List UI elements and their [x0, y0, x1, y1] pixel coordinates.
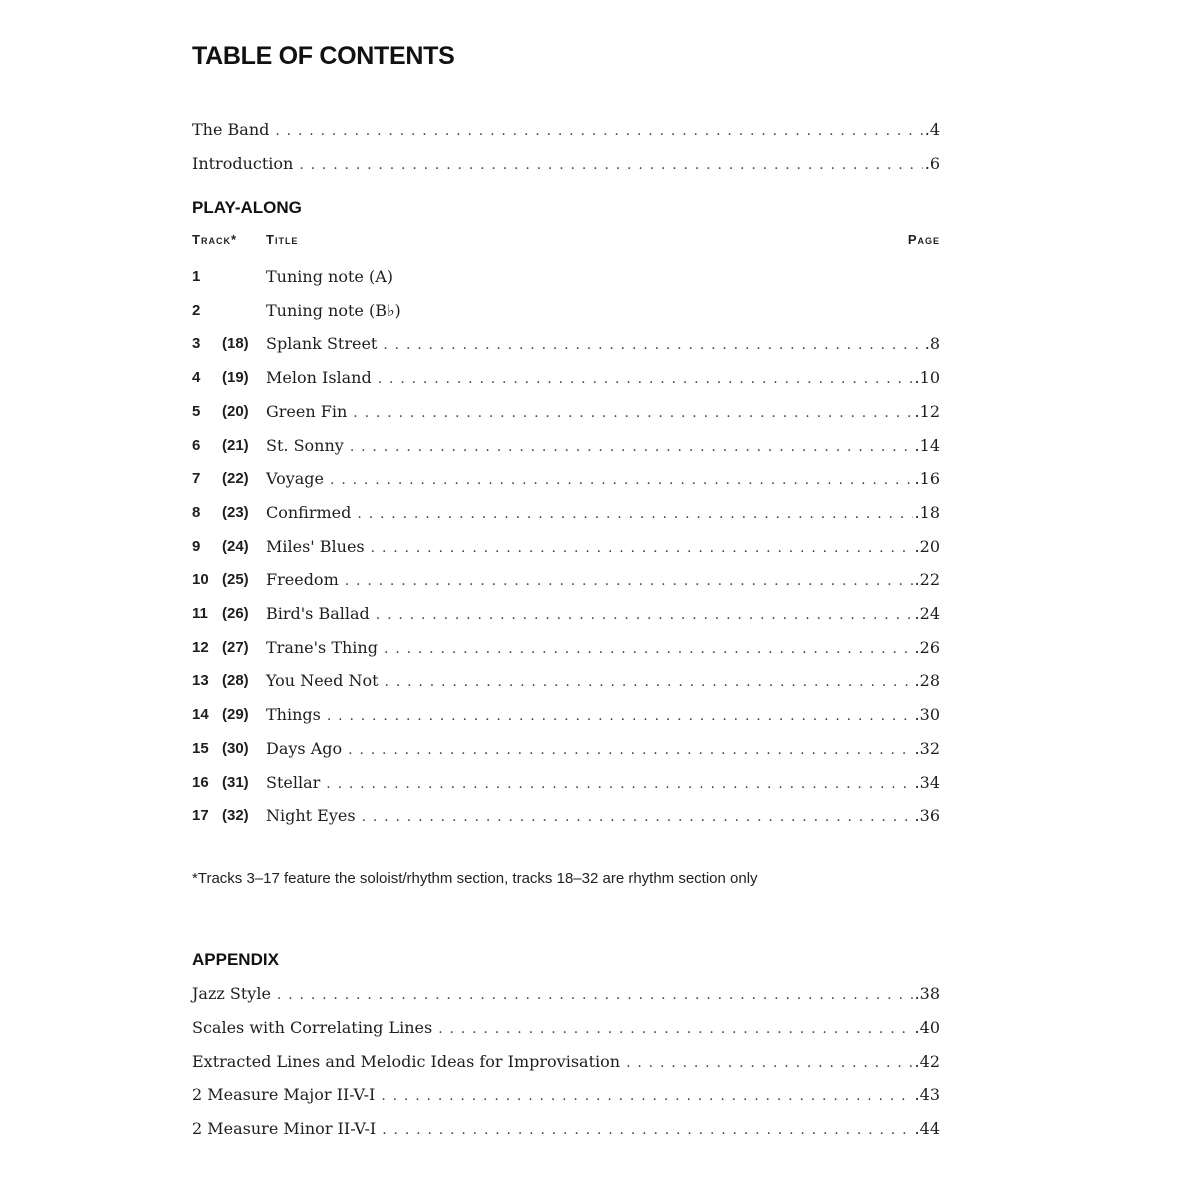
dot-leader: [299, 153, 922, 177]
track-row[interactable]: [192, 366, 940, 390]
track-entry: [266, 737, 940, 762]
rhythm-track-number: (31): [222, 773, 249, 791]
track-page: .16: [914, 469, 940, 489]
track-row[interactable]: [192, 804, 940, 828]
entry-title: The Band: [192, 120, 270, 139]
track-number: 11: [192, 605, 208, 622]
track-page: .28: [914, 671, 940, 691]
entry-page: .4: [924, 120, 940, 139]
track-entry: [266, 771, 940, 796]
track-number: 9: [192, 537, 201, 555]
rhythm-track-number: (28): [222, 672, 249, 690]
track-page: .34: [914, 772, 940, 792]
entry-title: 2 Measure Minor II-V-I: [192, 1119, 377, 1138]
track-row[interactable]: [192, 737, 940, 761]
track-title: St. Sonny: [266, 435, 344, 455]
rhythm-track-number: (24): [222, 537, 249, 555]
rhythm-track-number: (23): [222, 503, 249, 521]
toc-entry-introduction[interactable]: [192, 152, 940, 176]
track-page: .14: [914, 435, 940, 455]
track-row[interactable]: [192, 602, 940, 626]
track-entry: [266, 804, 940, 829]
track-number: 2: [192, 301, 201, 319]
rhythm-track-number: (20): [222, 402, 249, 420]
track-title: Miles' Blues: [266, 536, 365, 556]
track-title: Splank Street: [266, 334, 378, 354]
entry-page: .38: [914, 984, 940, 1003]
dot-leader: [378, 367, 913, 391]
track-page: .10: [914, 368, 940, 388]
track-page: .26: [914, 637, 940, 657]
entry-page: .6: [924, 154, 940, 173]
track-row[interactable]: [192, 332, 940, 356]
track-entry: [266, 602, 940, 627]
section-heading-appendix: APPENDIX: [192, 950, 279, 969]
entry-page: .40: [914, 1018, 940, 1037]
column-header-title: Title: [266, 232, 299, 247]
entry-page: .43: [914, 1085, 940, 1104]
dot-leader: [350, 435, 913, 459]
dot-leader: [438, 1017, 912, 1041]
dot-leader: [626, 1051, 912, 1075]
track-title: Confirmed: [266, 502, 352, 522]
track-entry: [266, 535, 940, 560]
track-page: .24: [914, 604, 940, 623]
track-number: 8: [192, 503, 201, 521]
dot-leader: [383, 333, 922, 357]
dot-leader: [327, 704, 913, 728]
dot-leader: [357, 502, 912, 526]
rhythm-track-number: (27): [222, 638, 249, 656]
track-title: Stellar: [266, 772, 321, 792]
track-row[interactable]: [192, 669, 940, 693]
track-entry: [266, 467, 940, 492]
column-header-page: Page: [907, 232, 940, 247]
rhythm-track-number: (18): [222, 335, 249, 353]
track-number: 13: [192, 672, 209, 690]
toc-entry-appendix[interactable]: [192, 1016, 940, 1040]
entry-title: Introduction: [192, 154, 294, 173]
track-entry: [266, 568, 940, 593]
track-entry: [266, 299, 940, 323]
track-page: .18: [914, 502, 940, 522]
track-row[interactable]: [192, 434, 940, 458]
dot-leader: [362, 805, 913, 829]
track-page: .8: [924, 334, 940, 354]
track-entry: [266, 265, 940, 289]
track-title: Days Ago: [266, 738, 343, 758]
column-header-track: Track*: [192, 232, 237, 247]
track-title: Tuning note (B♭): [266, 300, 401, 320]
rhythm-track-number: (25): [222, 571, 249, 589]
track-row: [192, 299, 940, 323]
dot-leader: [381, 1084, 912, 1108]
dot-leader: [330, 468, 913, 492]
track-row[interactable]: [192, 400, 940, 424]
track-number: 15: [192, 739, 209, 757]
footnote: *Tracks 3–17 feature the soloist/rhythm section, tracks 18–32 are rhythm section only: [192, 870, 758, 887]
track-number: 7: [192, 470, 201, 488]
track-entry: [266, 332, 940, 357]
track-number: 4: [192, 369, 201, 387]
track-entry: [266, 366, 940, 391]
dot-leader: [275, 119, 922, 143]
dot-leader: [326, 772, 912, 796]
track-number: 17: [192, 807, 209, 825]
track-number: 5: [192, 402, 201, 420]
track-page: .32: [914, 738, 940, 758]
dot-leader: [382, 1118, 912, 1142]
toc-entry-appendix[interactable]: [192, 1050, 940, 1074]
track-page: .36: [914, 806, 940, 826]
toc-entry-the-band[interactable]: [192, 118, 940, 142]
rhythm-track-number: (26): [222, 605, 249, 622]
entry-title: Extracted Lines and Melodic Ideas for Improvisation: [192, 1052, 621, 1071]
track-number: 10: [192, 571, 209, 589]
track-page: .22: [914, 570, 940, 590]
entry-title: Scales with Correlating Lines: [192, 1018, 433, 1037]
track-title: Trane's Thing: [266, 637, 378, 657]
dot-leader: [376, 603, 913, 627]
track-entry: [266, 501, 940, 526]
entry-page: .44: [914, 1119, 940, 1138]
track-row: [192, 265, 940, 289]
track-title: Green Fin: [266, 401, 348, 421]
rhythm-track-number: (30): [222, 739, 249, 757]
track-page: .30: [914, 705, 940, 725]
dot-leader: [384, 637, 913, 661]
rhythm-track-number: (19): [222, 369, 249, 387]
track-row[interactable]: [192, 467, 940, 491]
track-title: Things: [266, 705, 321, 725]
track-title: You Need Not: [266, 671, 379, 691]
toc-page: [192, 0, 940, 1200]
entry-title: 2 Measure Major II-V-I: [192, 1085, 376, 1104]
track-entry: [266, 434, 940, 459]
dot-leader: [277, 983, 913, 1007]
track-row[interactable]: [192, 501, 940, 525]
track-number: 12: [192, 638, 209, 656]
entry-page: .42: [914, 1052, 940, 1071]
track-number: 16: [192, 773, 209, 791]
track-entry: [266, 636, 940, 661]
entry-title: Jazz Style: [192, 984, 271, 1003]
dot-leader: [385, 670, 913, 694]
rhythm-track-number: (22): [222, 470, 249, 488]
track-title: Night Eyes: [266, 806, 356, 826]
track-entry: [266, 400, 940, 425]
track-row[interactable]: [192, 703, 940, 727]
track-row[interactable]: [192, 636, 940, 660]
dot-leader: [371, 536, 913, 560]
section-heading-play-along: PLAY-ALONG: [192, 198, 302, 217]
track-entry: [266, 703, 940, 728]
track-page: .12: [914, 401, 940, 421]
track-row[interactable]: [192, 771, 940, 795]
toc-entry-appendix[interactable]: [192, 1117, 940, 1141]
toc-entry-appendix[interactable]: [192, 1083, 940, 1107]
track-title: Tuning note (A): [266, 267, 393, 286]
track-number: 14: [192, 706, 209, 724]
track-title: Bird's Ballad: [266, 604, 370, 623]
dot-leader: [353, 401, 912, 425]
track-entry: [266, 669, 940, 694]
rhythm-track-number: (32): [222, 807, 249, 825]
page-title: TABLE OF CONTENTS: [192, 42, 455, 70]
track-title: Freedom: [266, 570, 339, 590]
rhythm-track-number: (29): [222, 706, 249, 724]
track-number: 1: [192, 268, 201, 285]
track-row[interactable]: [192, 568, 940, 592]
track-title: Voyage: [266, 469, 325, 489]
rhythm-track-number: (21): [222, 436, 249, 454]
track-number: 6: [192, 436, 201, 454]
toc-entry-appendix[interactable]: [192, 982, 940, 1006]
dot-leader: [345, 569, 913, 593]
dot-leader: [348, 738, 912, 762]
track-title: Melon Island: [266, 368, 372, 388]
track-number: 3: [192, 335, 201, 353]
track-page: .20: [914, 536, 940, 556]
track-row[interactable]: [192, 535, 940, 559]
